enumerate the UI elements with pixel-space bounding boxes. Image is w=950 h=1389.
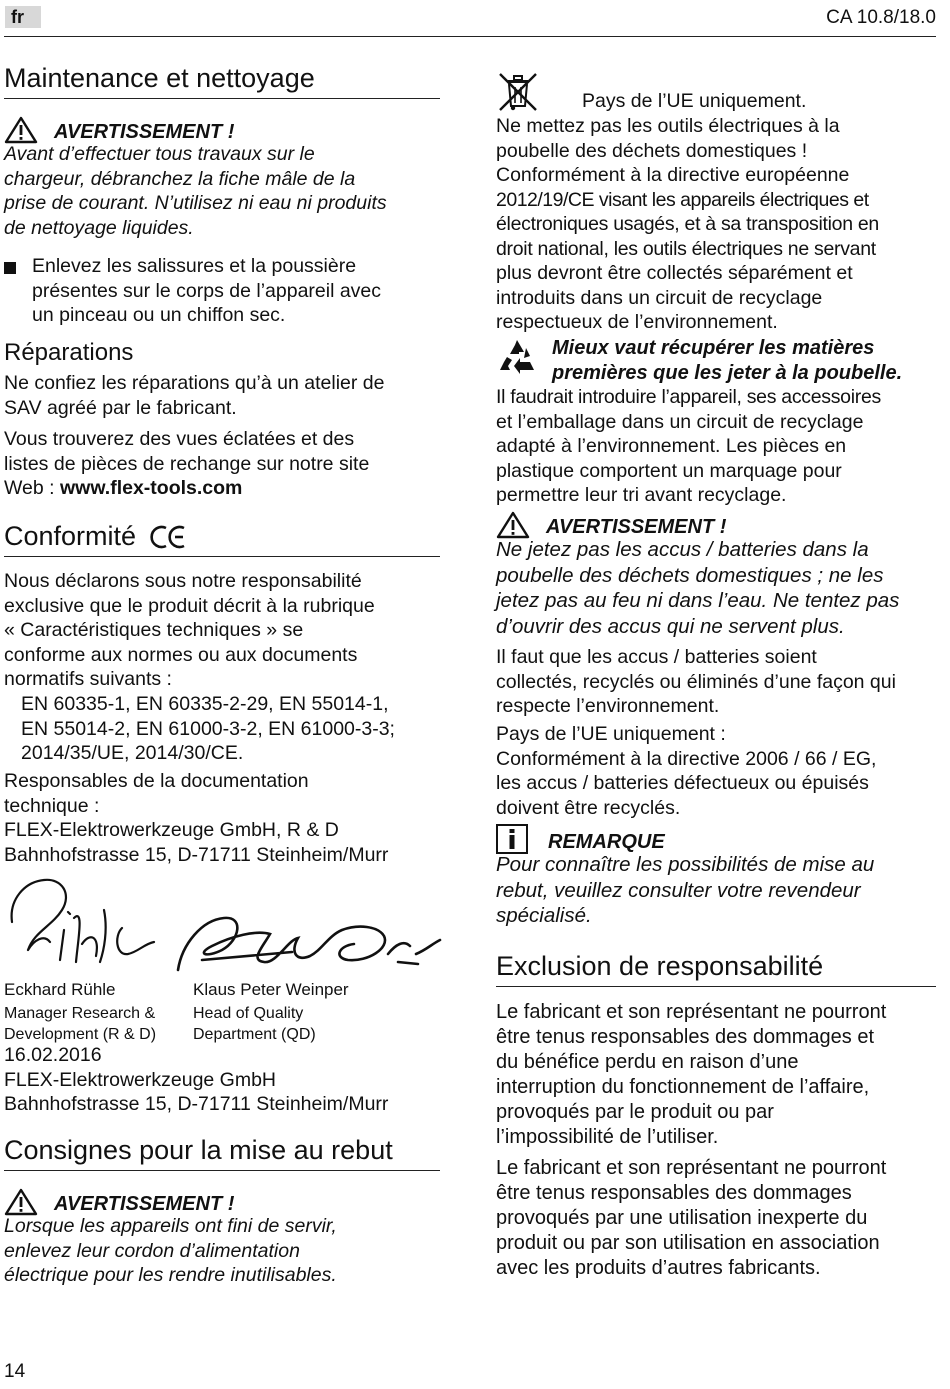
square-bullet-icon (4, 262, 16, 274)
recycling-text: Il faudrait introduire l’appareil, ses accessoires et l’emballage dans un circuit de recyclage adapté à l’environnement. Les pièces en plastique comportent un marquage pour permettre leur tri avant recyclage. (496, 386, 881, 506)
eu-directive-text: Ne mettez pas les outils électriques à la poubelle des déchets domestiques ! Conformément à la directive européenne 2012/19/CE visant les appareils électriques et électroniques usagés, et à sa transposition en droit national, les outils électriques ne servant plus devront être collectés séparément et introduits dans un circuit de recyclage respectueux de l’environnement. (496, 115, 879, 333)
signature-klaus-peter-weinper (172, 900, 444, 980)
signatory-name: Eckhard Rühle (4, 980, 116, 999)
liability-paragraph-2: Le fabricant et son représentant ne pourront être tenus responsables des dommages provoqués par une utilisation inexperte du produit ou par son utilisation en association avec les produits d’autres fabricants. (496, 1157, 887, 1279)
page-header (4, 0, 936, 37)
warning-text: Lorsque les appareils ont fini de servir, enlevez leur cordon d’alimentation électrique pour les rendre inutilisables. (4, 1215, 337, 1286)
warning-triangle-icon (4, 1188, 38, 1216)
maintenance-warning (4, 116, 440, 240)
repairs-paragraph-2: Vous trouverez des vues éclatées et des listes de pièces de rechange sur notre site Web : www.flex-tools.com (4, 428, 370, 499)
signature-eckhard-ruehle (4, 870, 164, 970)
battery-warning (496, 511, 936, 639)
eu-only-label: Pays de l’UE uniquement. (582, 90, 807, 112)
section-title-conformity: Conformité (4, 520, 440, 557)
battery-collection-text: Il faut que les accus / batteries soient collectés, recyclés ou éliminés d’une façon qui respecte l’environnement. (496, 646, 896, 717)
warning-label: AVERTISSEMENT ! (546, 516, 727, 538)
section-title-repairs: Réparations (4, 339, 134, 366)
battery-eu-text: Pays de l’UE uniquement : Conformément à la directive 2006 / 66 / EG, les accus / batteries défectueux ou épuisés doivent être recyclés. (496, 723, 877, 819)
repairs-paragraph-1: Ne confiez les réparations qu’à un atelier de SAV agréé par le fabricant. (4, 372, 385, 419)
website-link[interactable]: www.flex-tools.com (60, 477, 243, 499)
disposal-warning (4, 1188, 440, 1288)
section-title-maintenance: Maintenance et nettoyage (4, 62, 440, 99)
conformity-statement: Nous déclarons sous notre responsabilité exclusive que le produit décrit à la rubrique « Caractéristiques techniques » se conforme aux normes ou aux documents normatifs suivants : (4, 570, 375, 690)
note-label: REMARQUE (548, 831, 665, 853)
warning-label: AVERTISSEMENT ! (54, 121, 235, 143)
declaration-date: 16.02.2016 (4, 1044, 102, 1066)
bullet-item-cleaning: Enlevez les salissures et la poussière présentes sur le corps de l’appareil avec un pinceau ou un chiffon sec. (4, 254, 440, 328)
signatory-name: Klaus Peter Weinper (193, 980, 349, 999)
signatory-2: Klaus Peter Weinper Head of Quality Department (QD) (193, 978, 443, 1045)
info-icon (496, 824, 528, 854)
warning-label: AVERTISSEMENT ! (54, 1193, 235, 1215)
ce-mark-icon (150, 525, 188, 549)
recycling-headline: Mieux vaut récupérer les matières premières que les jeter à la poubelle. (552, 337, 903, 384)
warning-text: Ne jetez pas les accus / batteries dans la poubelle des déchets domestiques ; ne les jetez pas au feu ni dans l’eau. Ne tentez pas d’ouvrir des accus qui ne servent plus. (496, 538, 900, 638)
conformity-standards: EN 60335-1, EN 60335-2-29, EN 55014-1, EN 55014-2, EN 61000-3-2, EN 61000-3-3; 2014/35/UE, 2014/30/CE. (21, 693, 395, 764)
documentation-responsibles: Responsables de la documentation technique : FLEX-Elektrowerkzeuge GmbH, R & D Bahnhofstrasse 15, D-71711 Steinheim/Murr (4, 770, 389, 866)
section-title-disposal: Consignes pour la mise au rebut (4, 1134, 440, 1171)
model-number: CA 10.8/18.0 (826, 7, 936, 28)
page-number: 14 (4, 1361, 26, 1382)
declaration-footer: 16.02.2016 FLEX-Elektrowerkzeuge GmbH Bahnhofstrasse 15, D-71711 Steinheim/Murr (4, 1043, 440, 1117)
note-block (496, 824, 936, 929)
note-text: Pour connaître les possibilités de mise au rebut, veuillez consulter votre revendeur spécialisé. (496, 853, 875, 927)
language-tag: fr (5, 6, 41, 28)
warning-text: Avant d’effectuer tous travaux sur le chargeur, débranchez la fiche mâle de la prise de courant. N’utilisez ni eau ni produits de nettoyage liquides. (4, 143, 387, 239)
section-title-liability: Exclusion de responsabilité (496, 950, 936, 987)
liability-paragraph-1: Le fabricant et son représentant ne pourront être tenus responsables des dommages et du bénéfice perdu en raison d’une interruption du fonctionnement de l’affaire, provoqués par le produit ou par l’impossibilité de l’utiliser. (496, 1001, 887, 1148)
signatory-1: Eckhard Rühle Manager Research & Development (R & D) (4, 978, 194, 1045)
warning-triangle-icon (496, 511, 530, 539)
warning-triangle-icon (4, 116, 38, 144)
